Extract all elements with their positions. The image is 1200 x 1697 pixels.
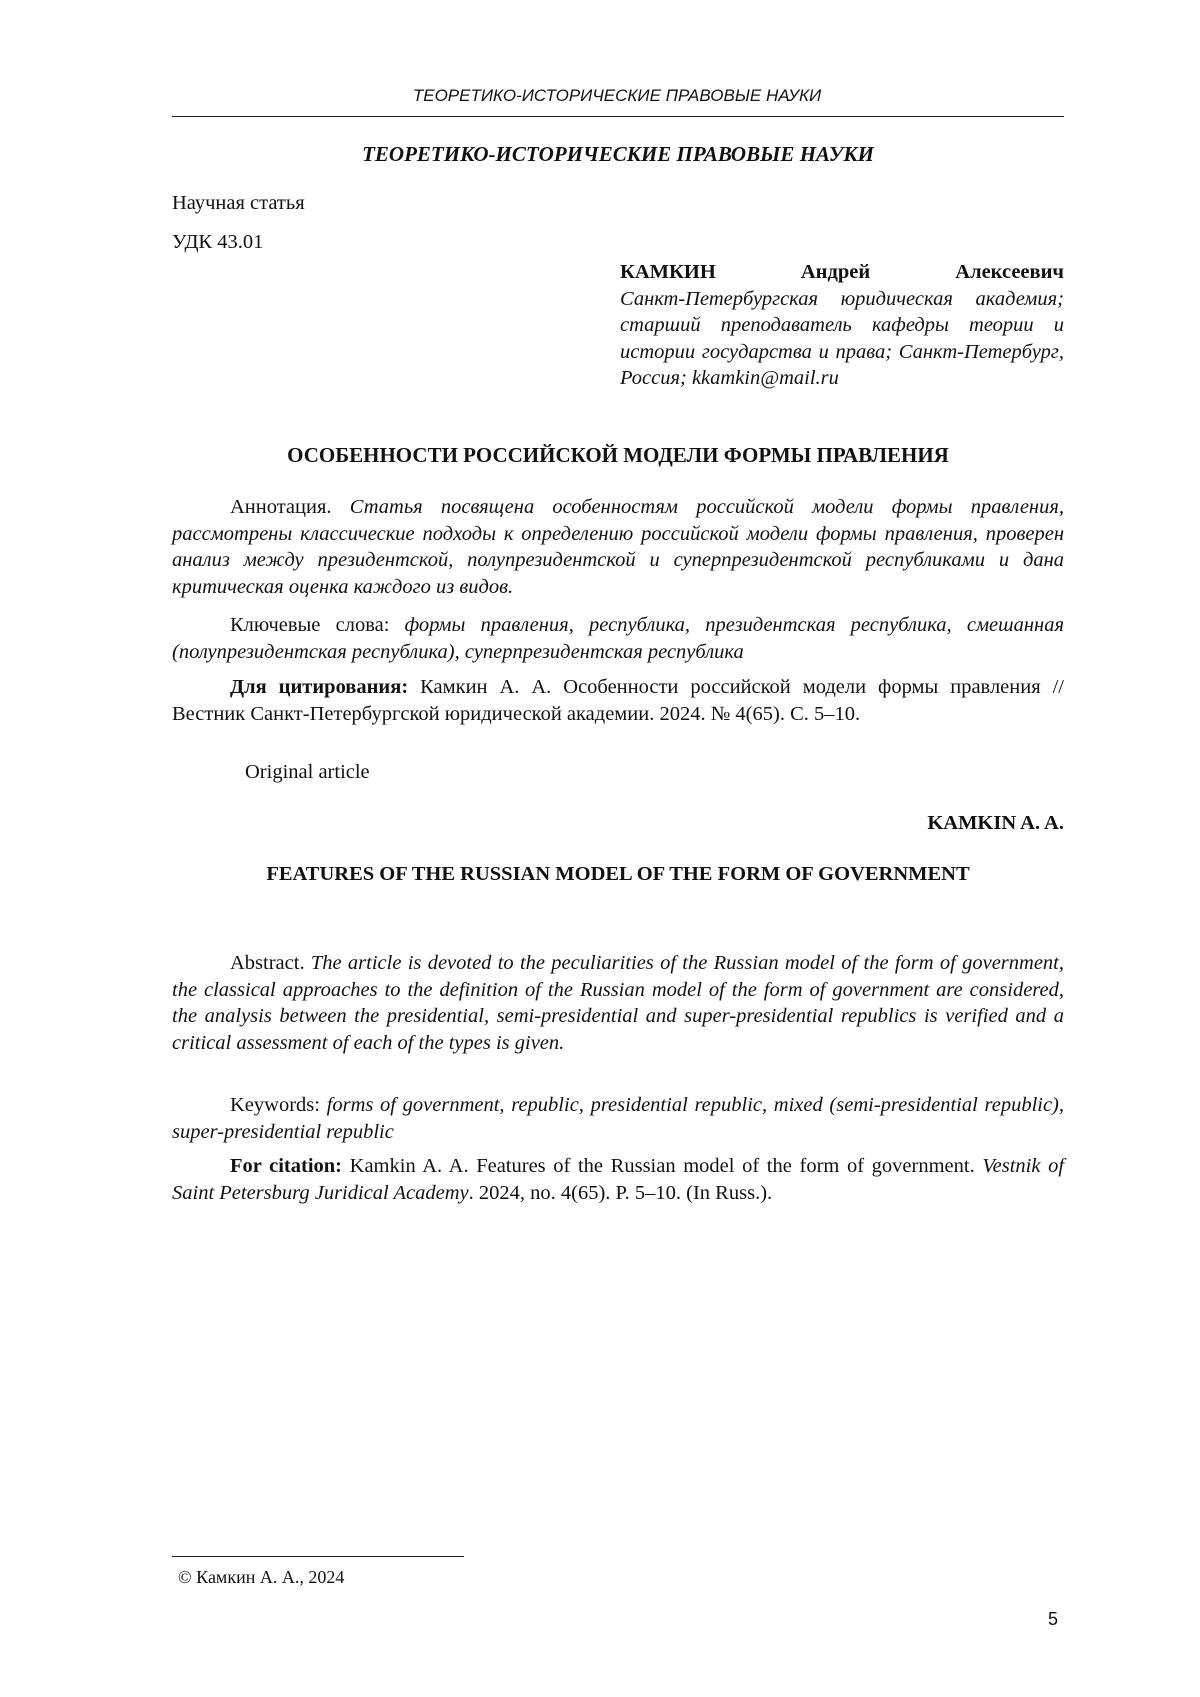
article-type-ru: Научная статья	[172, 192, 305, 214]
citation-details-en: . 2024, no. 4(65). P. 5–10. (In Russ.).	[468, 1181, 773, 1204]
article-type-en: Original article	[245, 761, 370, 783]
abstract-text: The article is devoted to the peculiarities of the Russian model of the form of government, the classical approaches to the definition of the Russian model of the form of government are considered, the analysis between the presidential, semi-presidential and super-presidential republics is verified and a critical assessment of each of the types is given.	[172, 952, 1064, 1054]
citation-en	[172, 1153, 1064, 1206]
citation-ru	[172, 674, 1064, 727]
author-surname: КАМКИН	[620, 261, 716, 283]
author-first-name: Андрей	[800, 261, 871, 283]
keywords-label-ru: Ключевые слова:	[230, 614, 390, 636]
article-title-en: FEATURES OF THE RUSSIAN MODEL OF THE FORM OF GOVERNMENT	[266, 863, 970, 885]
abstract-en	[172, 950, 1064, 1056]
abstract-label: Abstract.	[230, 952, 305, 974]
annotation-label: Аннотация.	[230, 496, 332, 518]
annotation-ru	[172, 494, 1064, 600]
citation-text-en: Kamkin A. A. Features of the Russian model of the form of government.	[349, 1155, 975, 1177]
author-info-ru	[620, 259, 1064, 392]
page-number: 5	[1048, 1609, 1059, 1629]
keywords-text-ru: формы правления, республика, президентская республика, смешанная (полупрезидентская республика), суперпрезидентская республика	[172, 614, 1064, 663]
running-head: ТЕОРЕТИКО-ИСТОРИЧЕСКИЕ ПРАВОВЫЕ НАУКИ	[412, 86, 822, 105]
author-name-en: KAMKIN A. A.	[927, 812, 1064, 834]
footnote-divider	[172, 1556, 464, 1557]
author-affiliation: Санкт-Петербургская юридическая академия; старший преподаватель кафедры теории и истории государства и права; Санкт-Петербург, Россия; kkamkin@mail.ru	[620, 287, 1064, 389]
citation-label-ru: Для цитирования:	[230, 676, 409, 698]
annotation-text: Статья посвящена особенностям российской модели формы правления, рассмотрены классические подходы к определению российской модели формы правления, проверен анализ между президентской, полупрезидентской и суперпрезидентской республиками и дана критическая оценка каждого из видов.	[172, 496, 1064, 598]
copyright-notice: © Камкин А. А., 2024	[178, 1567, 345, 1587]
citation-label-en: For citation:	[230, 1155, 343, 1177]
article-title-ru: ОСОБЕННОСТИ РОССИЙСКОЙ МОДЕЛИ ФОРМЫ ПРАВЛЕНИЯ	[287, 443, 949, 467]
keywords-label-en: Keywords:	[230, 1094, 320, 1116]
author-patronymic: Алексеевич	[955, 261, 1064, 283]
author-name-ru	[620, 259, 1064, 286]
keywords-ru	[172, 612, 1064, 665]
udc-code: УДК 43.01	[172, 231, 264, 253]
citation-journal-en: Vestnik of Saint Petersburg Juridical Academy	[172, 1155, 1065, 1204]
header-divider	[172, 116, 1064, 117]
section-title: ТЕОРЕТИКО-ИСТОРИЧЕСКИЕ ПРАВОВЫЕ НАУКИ	[362, 142, 874, 166]
keywords-en	[172, 1092, 1064, 1145]
keywords-text-en: forms of government, republic, presidential republic, mixed (semi-presidential republic), super-presidential republic	[172, 1094, 1065, 1143]
citation-text-ru: Камкин А. А. Особенности российской модели формы правления // Вестник Санкт-Петербургской юридической академии. 2024. № 4(65). С. 5–10.	[172, 676, 1065, 725]
